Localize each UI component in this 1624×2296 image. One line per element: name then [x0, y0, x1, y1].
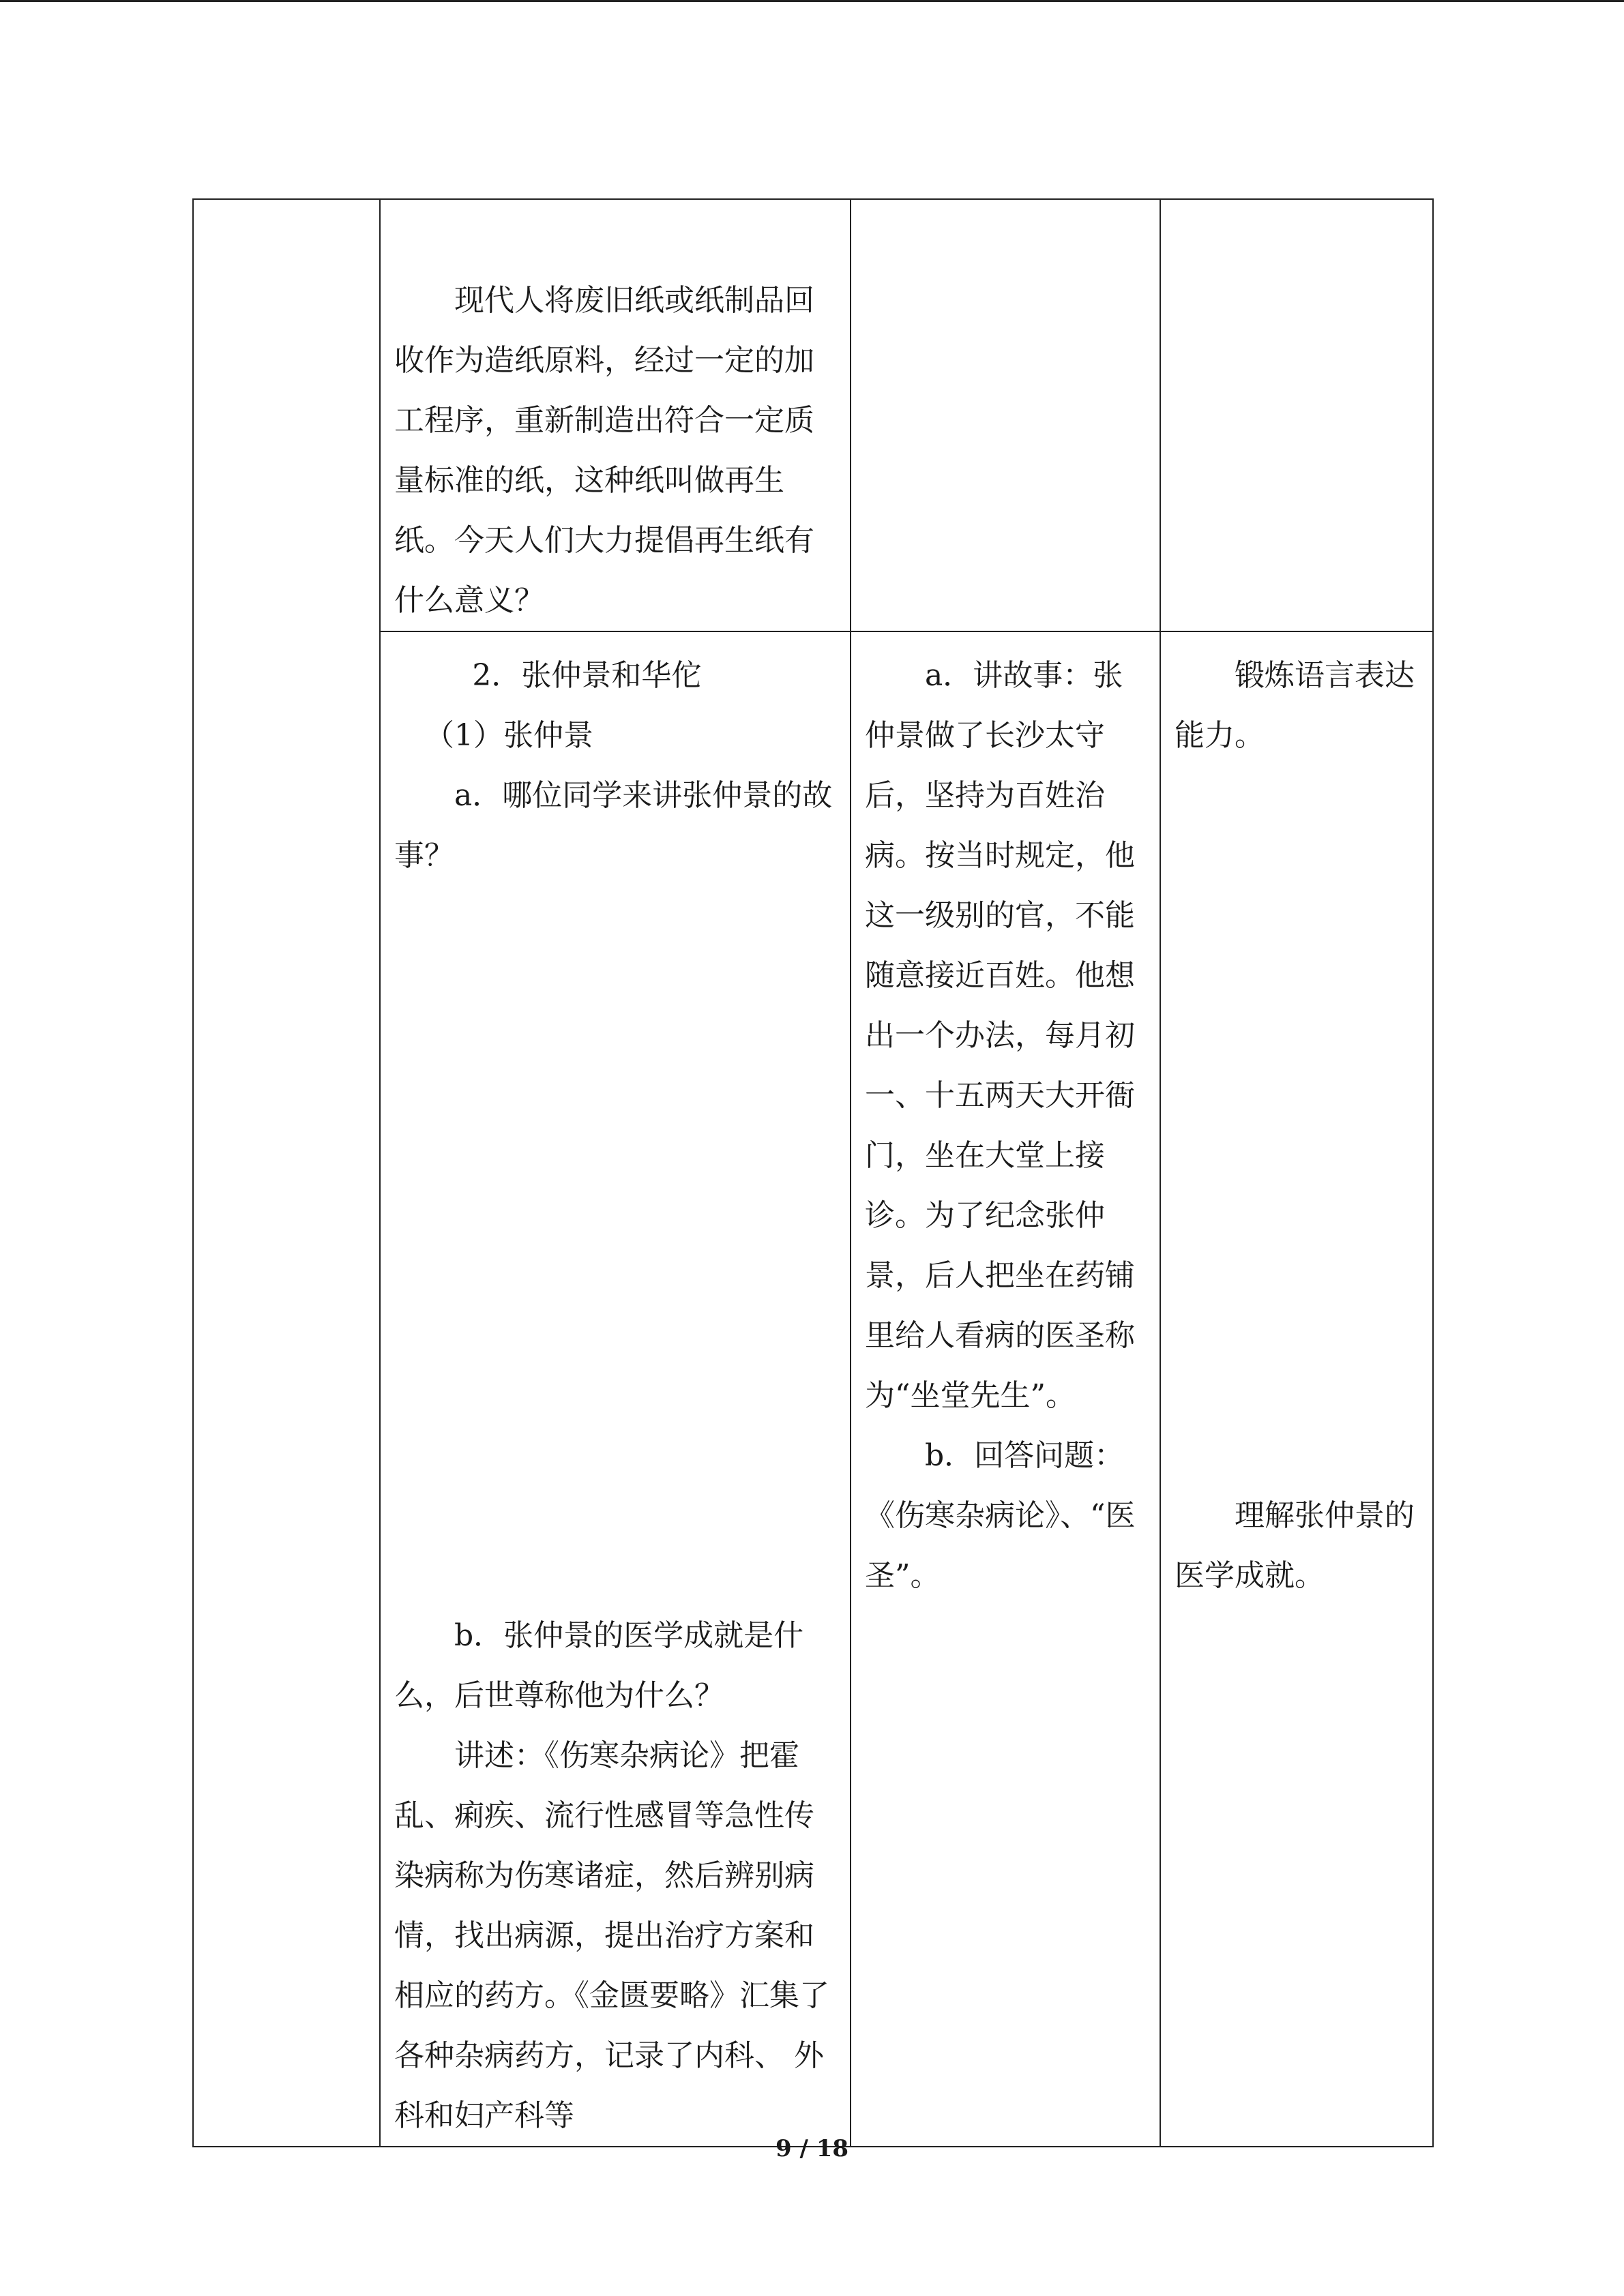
question-b: b．张仲景的医学成就是什么，后世尊称他为什么？ [394, 1618, 804, 1713]
section-heading: 2．张仲景和华佗 [472, 658, 702, 693]
narration-text: 讲述：《伤寒杂病论》把霍乱、痢疾、流行性感冒等急性传染病称为伤寒诸症，然后辨别病情，找出病源，提出治疗方案和相应的药方。《金匮要略》汇集了各种杂病药方，记录了内科、 外科和妇产科等 [394, 1738, 829, 2133]
spacer [394, 886, 836, 1606]
recycled-paper-question: 现代人将废旧纸或纸制品回收作为造纸原料，经过一定的加工程序，重新制造出符合一定质量标准的纸，这种纸叫做再生纸。今天人们大力提倡再生纸有什么意义？ [394, 283, 814, 618]
spacer [1175, 766, 1419, 1486]
page-number: 9 / 18 [775, 2135, 849, 2162]
table-cell-student-activity [851, 631, 1160, 2147]
table-cell-stage [193, 199, 380, 2147]
table-cell-design-intent [1160, 631, 1433, 2147]
question-a: a．哪位同学来讲张仲景的故事？ [394, 778, 833, 873]
answer-text: b．回答问题：《伤寒杂病论》、“医圣”。 [865, 1438, 1136, 1593]
table-cell-teacher-activity [380, 631, 851, 2147]
subsection-heading: （1）张仲景 [424, 718, 593, 753]
table-cell-teacher-activity [380, 199, 851, 631]
story-text: a．讲故事：张仲景做了长沙太守后，坚持为百姓治病。按当时规定，他这一级别的官，不能随意接近百姓。他想出一个办法，每月初一、十五两天大开衙门，坐在大堂上接诊。为了纪念张仲景，后人把坐在药铺里给人看病的医圣称为“坐堂先生”。 [865, 658, 1135, 1413]
goal-language-expression: 锻炼语言表达能力。 [1175, 658, 1415, 753]
table-cell-design-intent [1160, 199, 1433, 631]
table-cell-student-activity [851, 199, 1160, 631]
lesson-plan-table [192, 198, 1434, 2147]
table-row [193, 199, 1433, 631]
goal-medical-achievement: 理解张仲景的医学成就。 [1175, 1498, 1415, 1593]
